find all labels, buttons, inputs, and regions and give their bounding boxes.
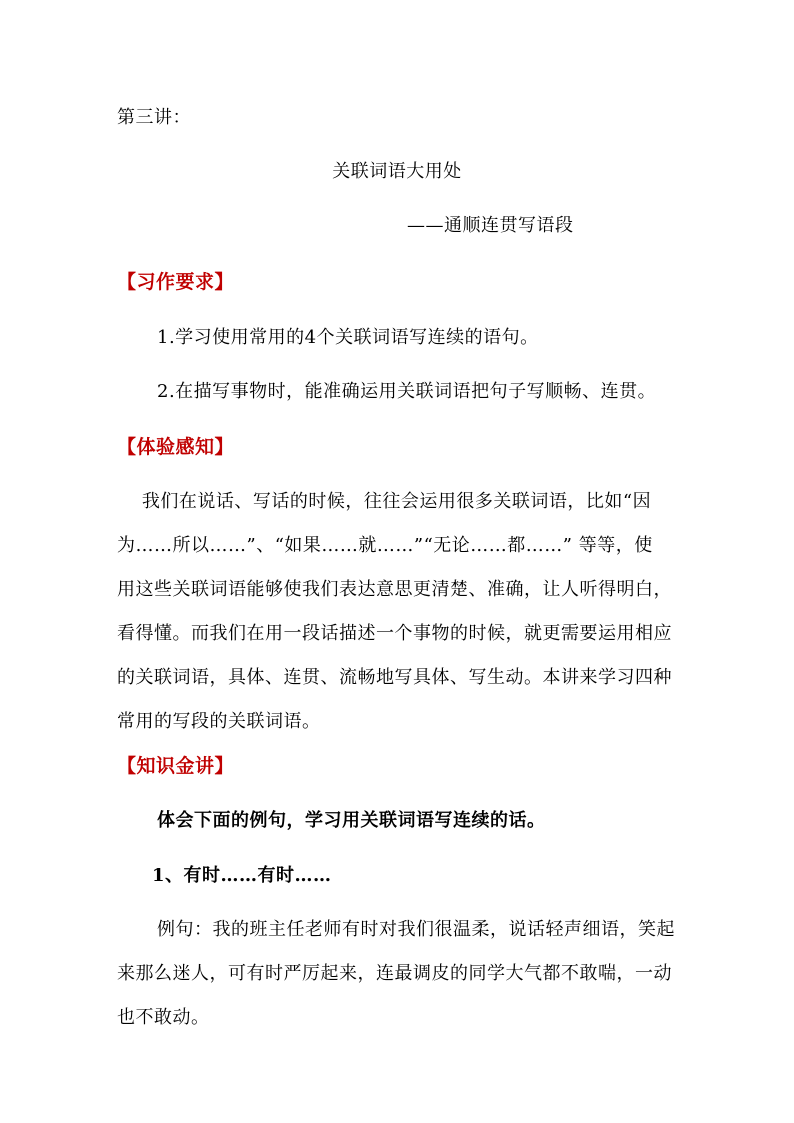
paragraph-line: 我们在说话、写话的时候，往往会运用很多关联词语，比如“因 — [117, 491, 652, 512]
section-heading-knowledge: 【知识金讲】 — [117, 755, 235, 777]
section-heading-requirements: 【习作要求】 — [117, 271, 235, 293]
paragraph-line: 的关联词语，具体、连贯、流畅地写具体、写生动。本讲来学习四种 — [117, 667, 672, 688]
requirement-item-2: 2.在描写事物时，能准确运用关联词语把句子写顺畅、连贯。 — [157, 381, 657, 402]
paragraph-line: 也不敢动。 — [117, 1007, 210, 1028]
paragraph-line: 看得懂。而我们在用一段话描述一个事物的时候，就更需要运用相应 — [117, 623, 672, 644]
pattern-heading-1: 1、有时……有时…… — [152, 865, 332, 886]
experience-paragraph — [117, 480, 672, 744]
lecture-number: 第三讲： — [117, 107, 191, 128]
page-subtitle: ——通顺连贯写语段 — [407, 215, 574, 236]
requirement-item-1: 1.学习使用常用的4个关联词语写连续的语句。 — [157, 327, 539, 348]
paragraph-line: 常用的写段的关联词语。 — [117, 711, 321, 732]
example-paragraph — [117, 908, 675, 1040]
paragraph-line: 例句：我的班主任老师有时对我们很温柔，说话轻声细语，笑起 — [157, 919, 675, 940]
paragraph-line: 来那么迷人，可有时严厉起来，连最调皮的同学大气都不敢喘，一动 — [117, 963, 672, 984]
knowledge-intro: 体会下面的例句，学习用关联词语写连续的话。 — [157, 810, 546, 831]
page-title: 关联词语大用处 — [332, 161, 462, 182]
paragraph-line: 用这些关联词语能够使我们表达意思更清楚、准确，让人听得明白， — [117, 579, 672, 600]
paragraph-line: 为……所以……”、“如果……就……”“无论……都……” 等等，使 — [117, 535, 653, 556]
section-heading-experience: 【体验感知】 — [117, 436, 235, 458]
